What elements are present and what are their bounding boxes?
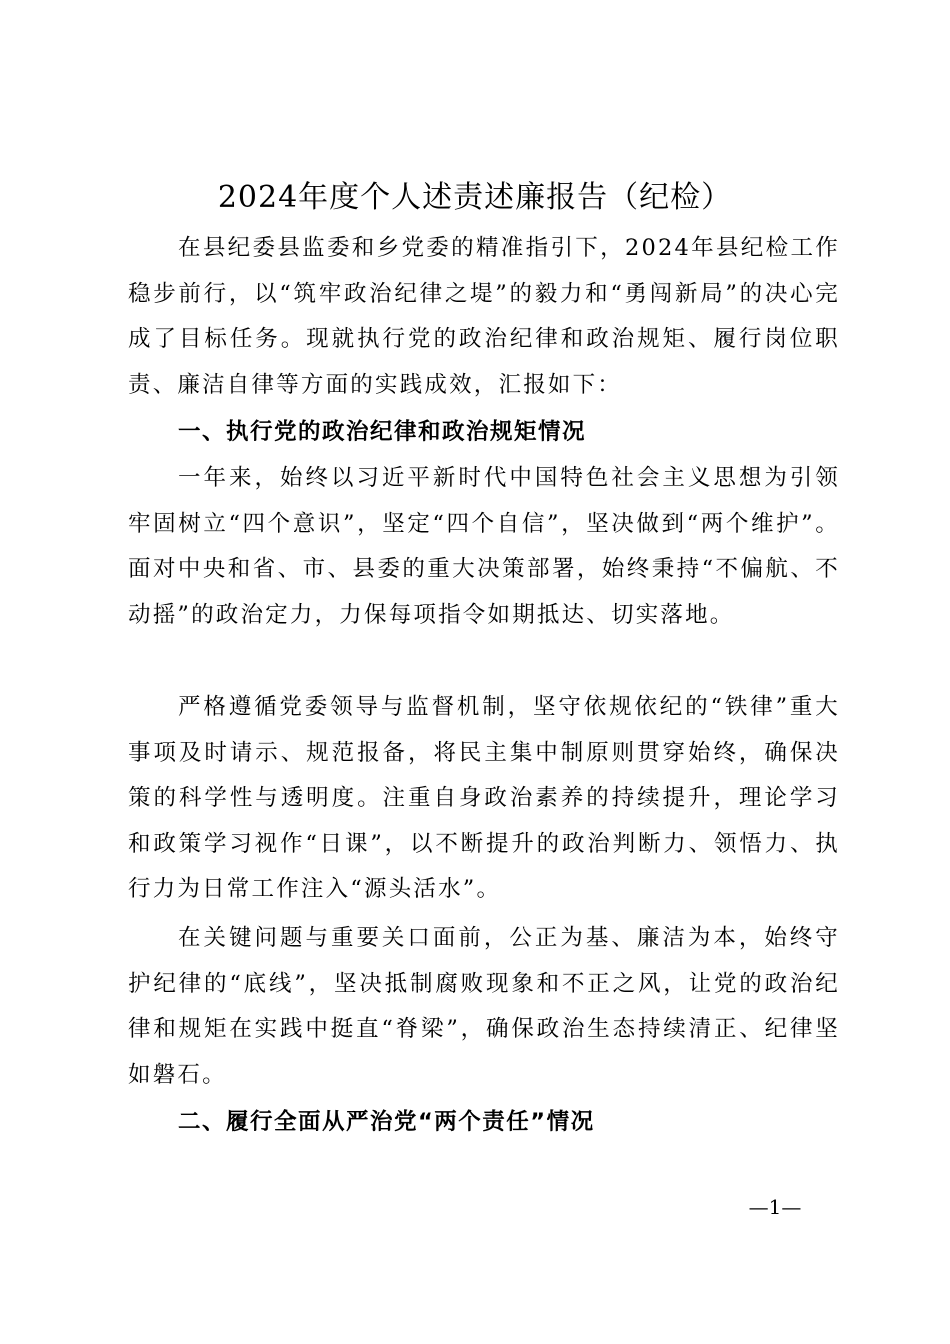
section-heading-1: 一、执行党的政治纪律和政治规矩情况: [178, 419, 587, 445]
intro-text: 在县纪委县监委和乡党委的精准指引下，2024年县纪检工作稳步前行，以“筑牢政治纪律之堤”的毅力和“勇闯新局”的决心完成了目标任务。现就执行党的政治纪律和政治规矩、履行岗位职责、廉洁自律等方面的实践成效，汇报如下：: [128, 235, 840, 398]
section-1-paragraph-2: [128, 685, 840, 913]
section-1-paragraph-3: [128, 916, 840, 1098]
section-1-paragraph-1: [128, 456, 840, 638]
document-title: 2024年度个人述责述廉报告（纪检）: [217, 180, 733, 215]
section-heading-2: 二、履行全面从严治党“两个责任”情况: [178, 1109, 595, 1135]
intro-paragraph: [128, 226, 840, 408]
paragraph-text: 在关键问题与重要关口面前，公正为基、廉洁为本，始终守护纪律的“底线”，坚决抵制腐败现象和不正之风，让党的政治纪律和规矩在实践中挺直“脊梁”，确保政治生态持续清正、纪律坚如磐石。: [128, 925, 840, 1088]
paragraph-text: 一年来，始终以习近平新时代中国特色社会主义思想为引领牢固树立“四个意识”，坚定“四个自信”，坚决做到“两个维护”。面对中央和省、市、县委的重大决策部署，始终秉持“不偏航、不动摇”的政治定力，力保每项指令如期抵达、切实落地。: [128, 465, 840, 628]
paragraph-text: 严格遵循党委领导与监督机制，坚守依规依纪的“铁律”重大事项及时请示、规范报备，将民主集中制原则贯穿始终，确保决策的科学性与透明度。注重自身政治素养的持续提升，理论学习和政策学习视作“日课”，以不断提升的政治判断力、领悟力、执行力为日常工作注入“源头活水”。: [128, 694, 840, 903]
page-number: —1—: [748, 1195, 802, 1219]
